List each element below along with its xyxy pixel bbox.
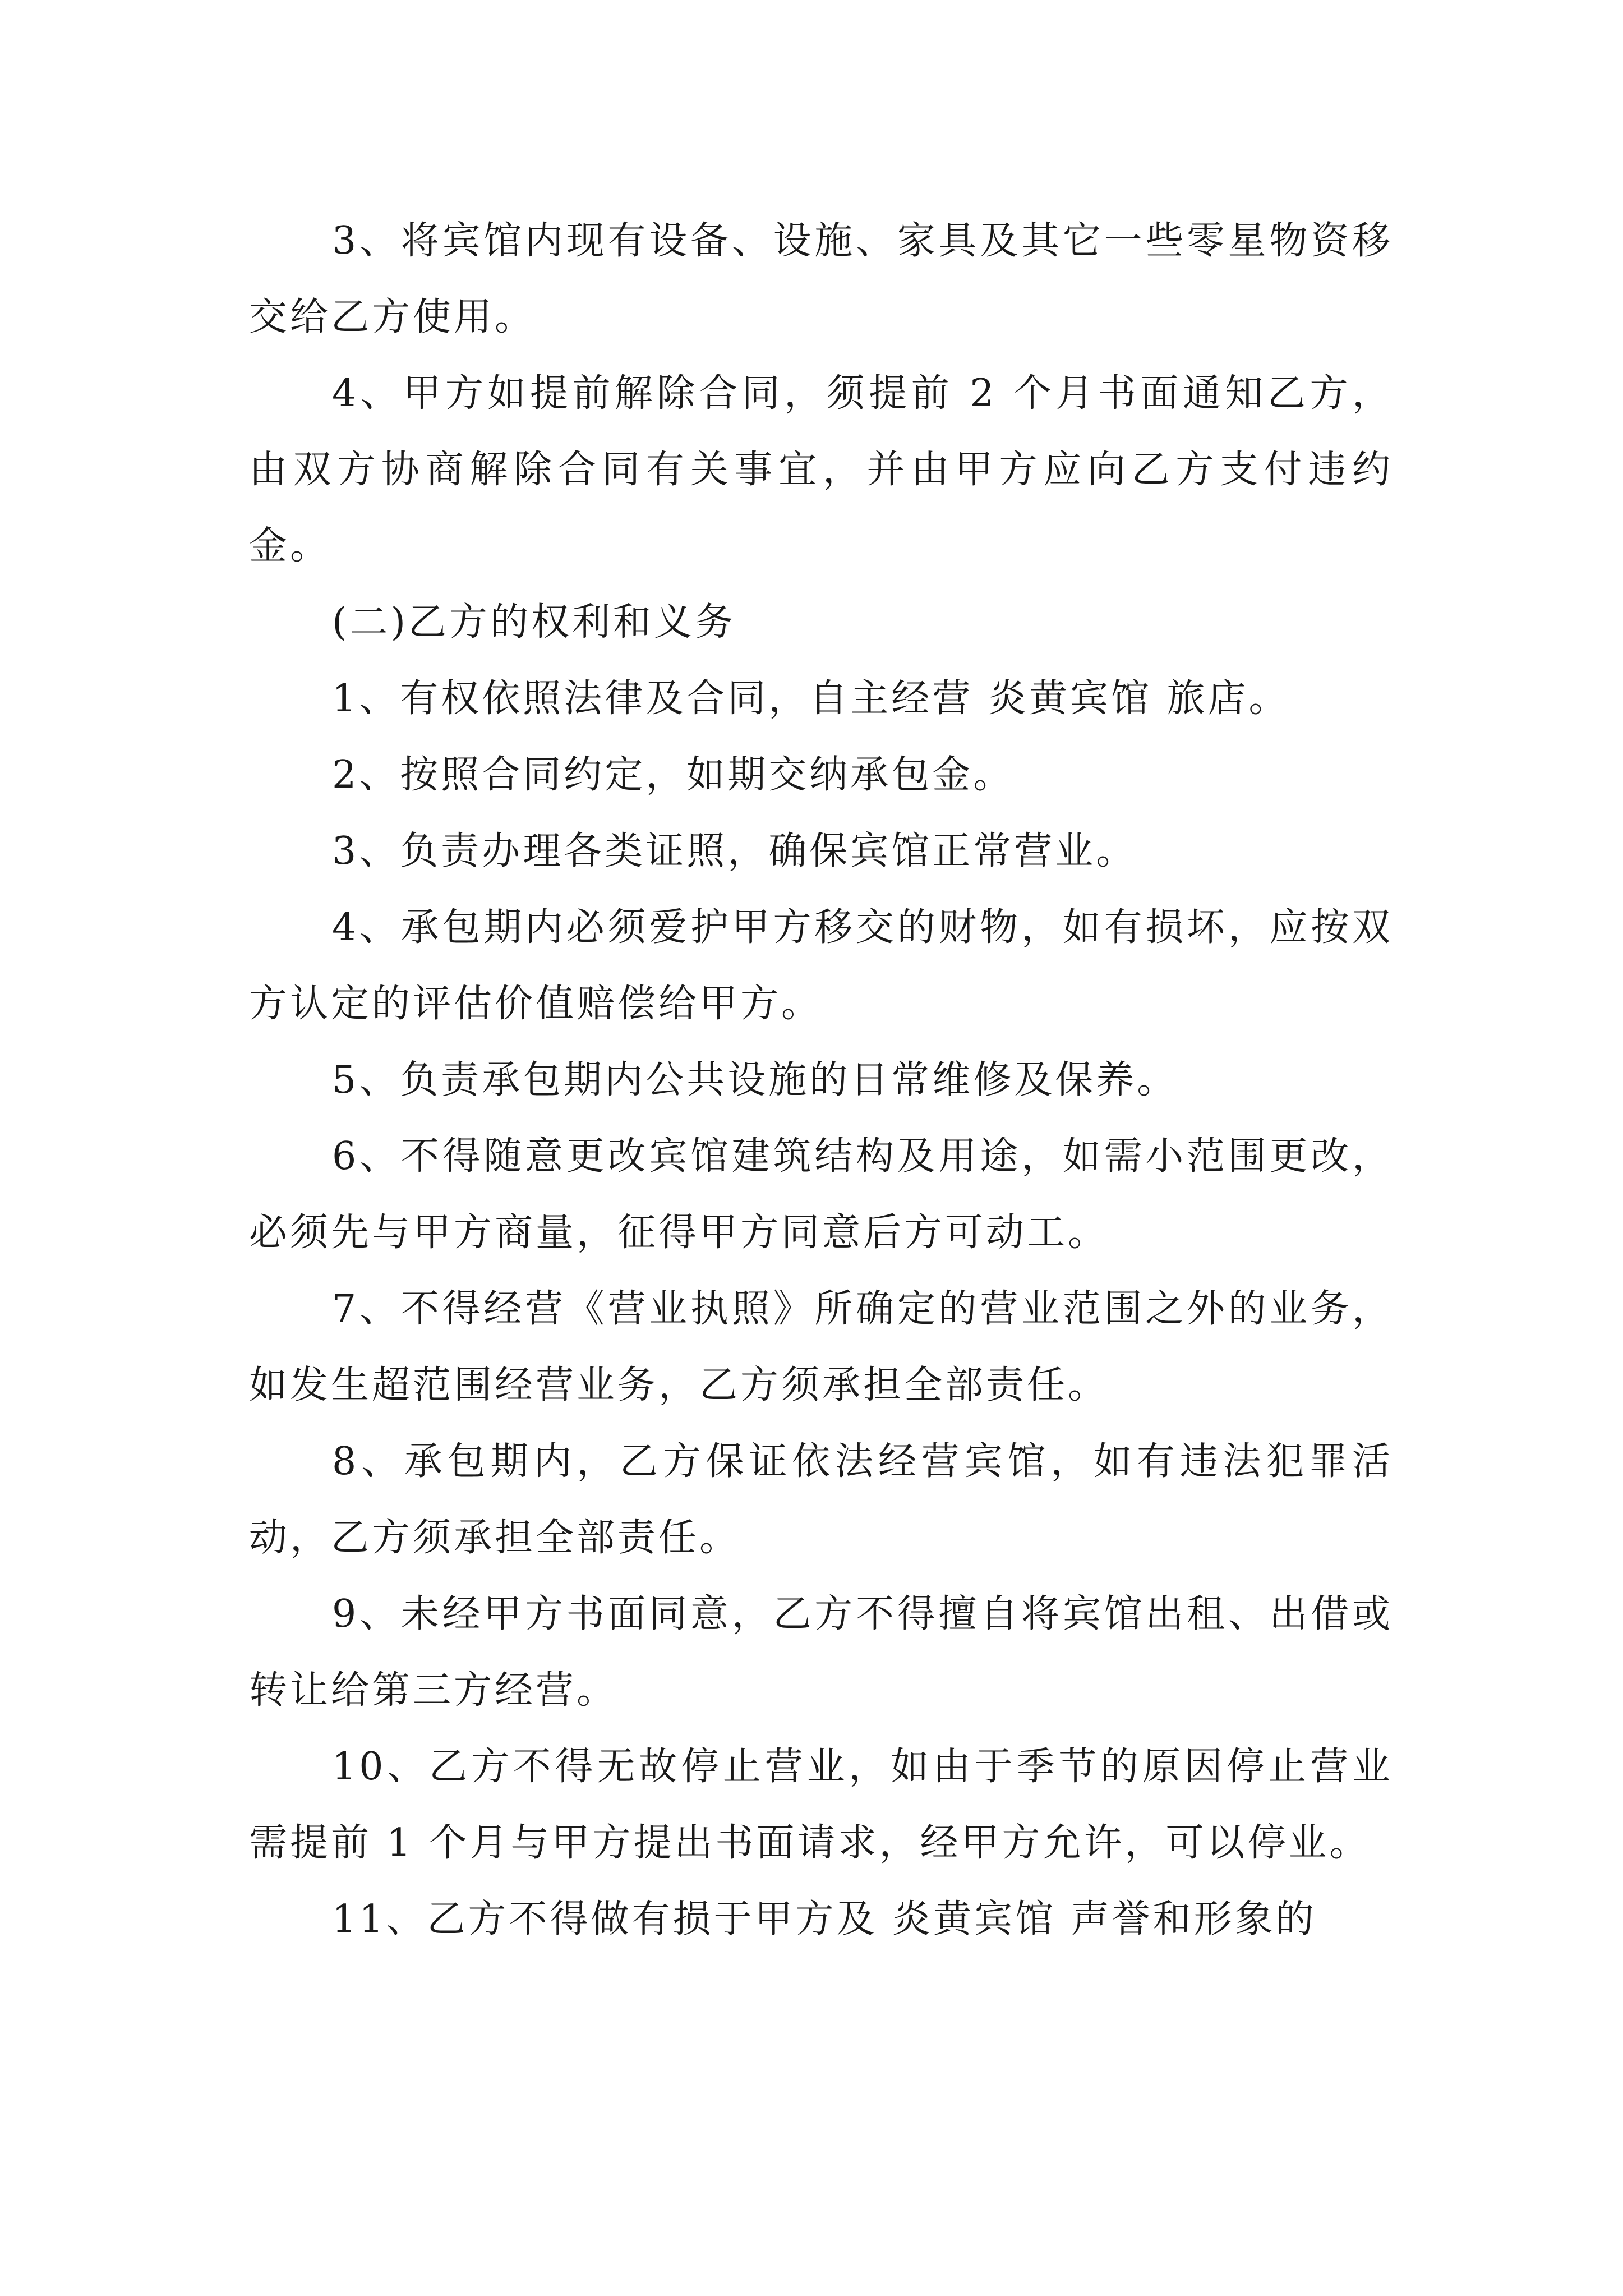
clause-11-reputation: 11、乙方不得做有损于甲方及 炎黄宾馆 声誉和形象的 [332, 1897, 1317, 1941]
clause-3-transfer-assets: 3、将宾馆内现有设备、设施、家具及其它一些零星物资移交给乙方使用。 [249, 219, 1393, 339]
section-heading-party-b: (二)乙方的权利和义务 [332, 600, 736, 645]
clause-6-structure-changes: 6、不得随意更改宾馆建筑结构及用途，如需小范围更改，必须先与甲方商量，征得甲方同意后方可动工。 [249, 1134, 1393, 1255]
clause-8-lawful-operation: 8、承包期内，乙方保证依法经营宾馆，如有违法犯罪活动，乙方须承担全部责任。 [249, 1439, 1393, 1560]
clause-2-pay-fee: 2、按照合同约定，如期交纳承包金。 [332, 753, 1015, 797]
clause-10-no-suspension: 10、乙方不得无故停止营业，如由于季节的原因停止营业需提前 1 个月与甲方提出书面请求，经甲方允许，可以停业。 [249, 1745, 1393, 1865]
clause-3-licenses: 3、负责办理各类证照，确保宾馆正常营业。 [332, 829, 1137, 873]
clause-7-business-scope: 7、不得经营《营业执照》所确定的营业范围之外的业务，如发生超范围经营业务，乙方须承担全部责任。 [249, 1287, 1393, 1407]
clause-4-early-termination: 4、甲方如提前解除合同，须提前 2 个月书面通知乙方，由双方协商解除合同有关事宜，并由甲方应向乙方支付违约金。 [249, 371, 1393, 568]
clause-1-autonomous-operation: 1、有权依照法律及合同，自主经营 炎黄宾馆 旅店。 [332, 677, 1290, 721]
clause-9-no-sublease: 9、未经甲方书面同意，乙方不得擅自将宾馆出租、出借或转让给第三方经营。 [249, 1592, 1393, 1713]
clause-4-property-care: 4、承包期内必须爱护甲方移交的财物，如有损坏，应按双方认定的评估价值赔偿给甲方。 [249, 905, 1393, 1026]
contract-body [249, 203, 1393, 1958]
clause-5-maintenance: 5、负责承包期内公共设施的日常维修及保养。 [332, 1058, 1178, 1102]
